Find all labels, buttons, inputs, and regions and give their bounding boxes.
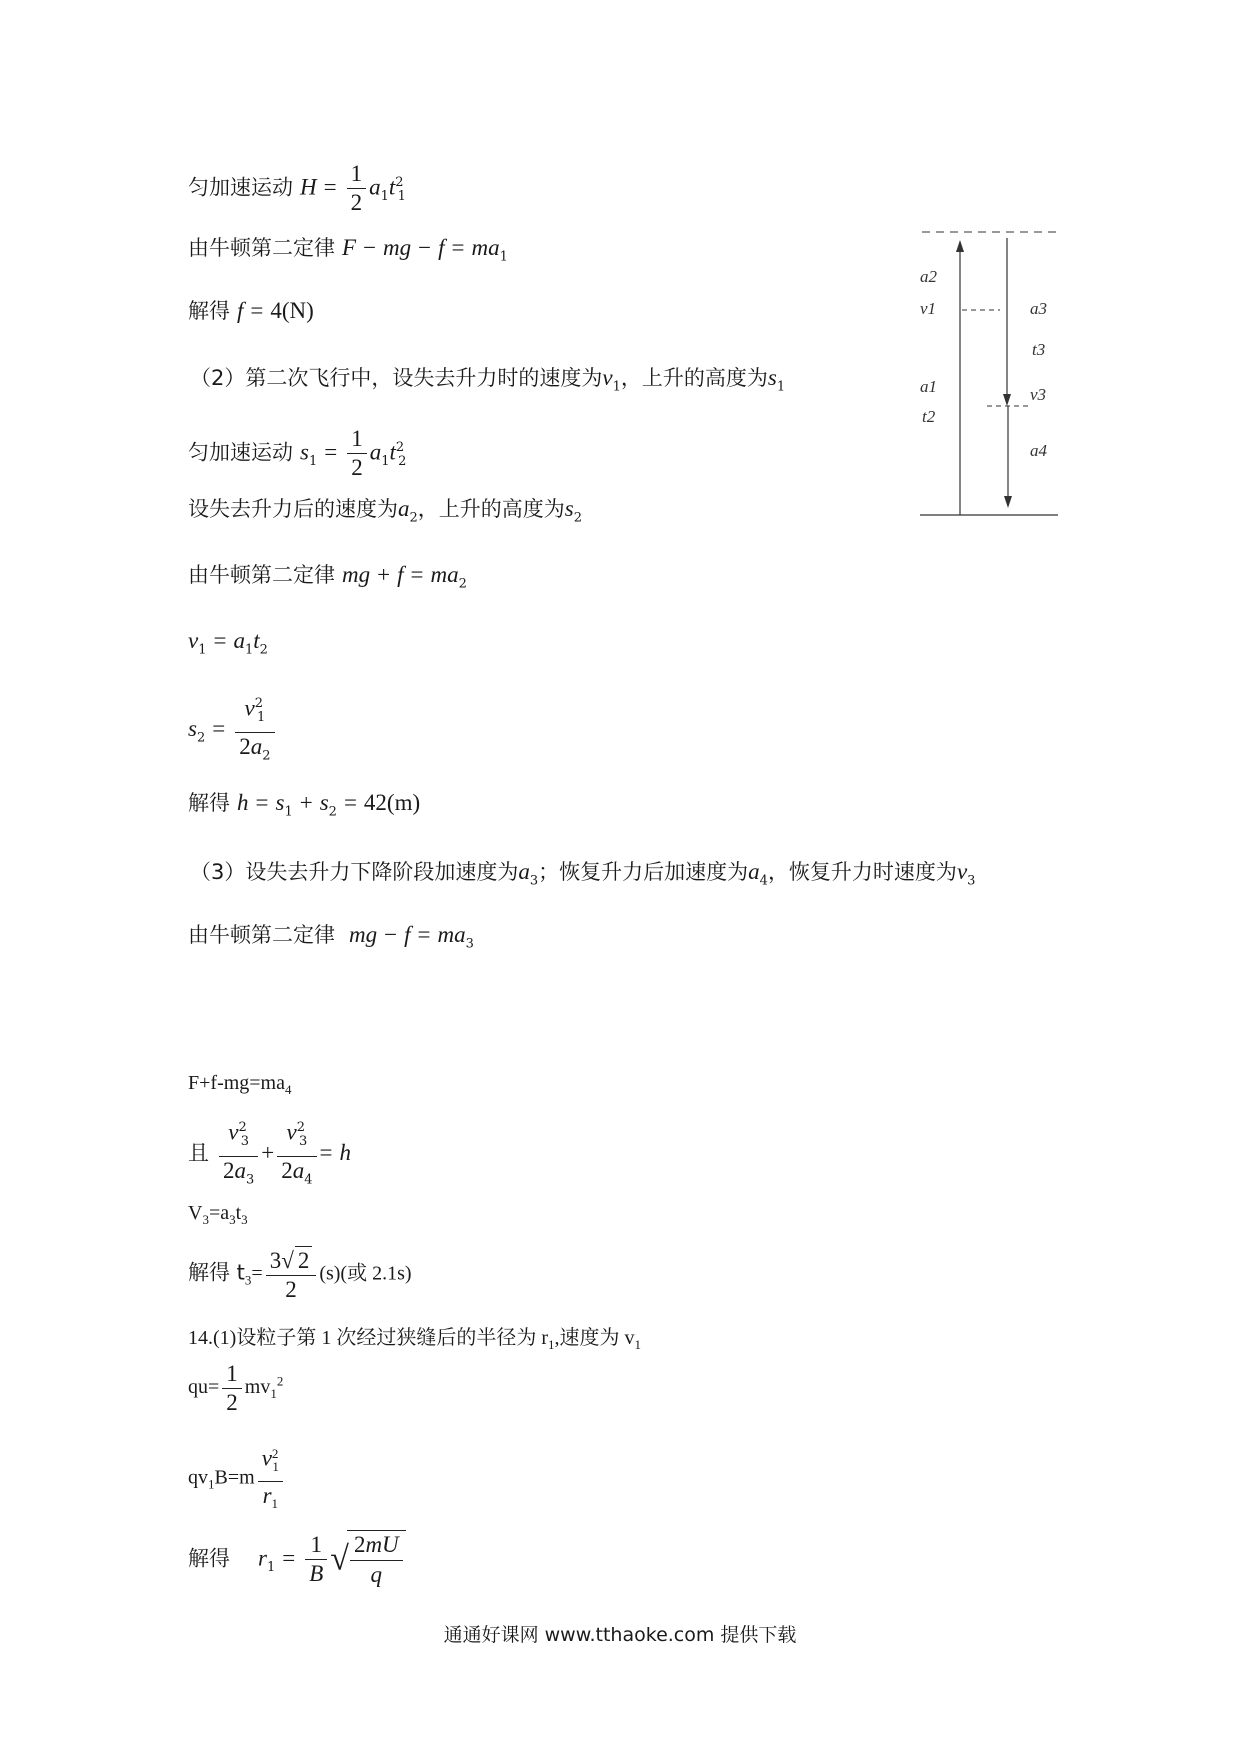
equation-line-1: 匀加速运动 H = $\frac{1}{2}$ $a_1t^2_1$ [188,161,406,215]
footer: 通通好课网 www.tthaoke.com 提供下载 [443,1624,797,1646]
h-result: 42(m) [363,790,421,815]
equation-line-18: qu= $\frac{1}{2}$ $mv_1^2$ [188,1361,284,1415]
text-label: 由牛顿第二定律 [188,923,335,947]
text-label: 由牛顿第二定律 [188,236,335,260]
equation-line-8: $v_1 = a_1t_2$ [188,628,268,658]
text: （2）第二次飞行中，设失去升力时的速度为 [190,366,603,390]
text-label: 解得 [188,1546,230,1571]
equation-line-9: $s_2$ = $\frac{v^2_1}{2a_2}$ [188,690,278,770]
equation-line-3: 解得 f = 4(N) [188,298,314,323]
f-result: 4(N) [270,298,314,323]
text: （3）设失去升力下降阶段加速度为 [190,860,519,884]
equation-line-10: 解得 $h = s_1 + s_2 = 42(m)$ [188,790,421,820]
equation-line-20: 解得 $r_1$ = $\frac{1}{B}$ √ $\frac{2mU}{q}$ [188,1530,409,1589]
text: ；恢复升力后加速度为 [538,860,749,884]
diagram-label: v3 [1030,385,1047,404]
text-label: 解得 [188,299,230,323]
equation-line-7: 由牛顿第二定律 mg + $f = ma_2$ [188,562,467,592]
section-2-line-6: 设失去升力后的速度为$a_2$，上升的高度为$s_2$ [188,496,583,526]
text-label: 匀加速运动 [188,175,293,200]
equation-line-15: $V_3=a_3t_3$ [188,1202,248,1227]
text: ，恢复升力时速度为 [767,860,957,884]
text: ,速度为 v [554,1327,635,1349]
equation-line-13: $F+f-mg=ma_4$ [188,1072,292,1097]
section-2-intro: （2）第二次飞行中，设失去升力时的速度为$v_1$，上升的高度为$s_1$ [190,365,786,395]
text: 设失去升力后的速度为 [188,497,398,521]
diagram-label: t3 [1032,340,1046,359]
diagram-label: a1 [920,377,937,396]
text-label: 由牛顿第二定律 [188,563,335,587]
equation-line-16: 解得 $t_3=$ $\frac{3√ 2}{2}$ (s)(或 2.1s) [188,1248,412,1302]
text-label: 解得 [188,791,230,815]
diagram-label: t2 [922,407,936,426]
text: ，上升的高度为 [417,497,565,521]
text: 14.(1)设粒子第 1 次经过狭缝后的半径为 r [188,1327,548,1349]
text-label: 解得 t [188,1260,245,1285]
diagram-label: a4 [1030,441,1047,460]
motion-diagram [900,220,1100,540]
problem-14-intro: 14.(1)设粒子第 1 次经过狭缝后的半径为 $r_1$,速度为 $v_1$ [188,1327,641,1352]
equation-line-2: 由牛顿第二定律 F − mg − $f = ma_1$ [188,235,508,265]
text: F+f-mg=ma [188,1072,285,1094]
section-3-intro: （3）设失去升力下降阶段加速度为$a_3$；恢复升力后加速度为$a_4$，恢复升力时速度为$v_3$ [190,859,976,889]
diagram-label: a3 [1030,299,1047,318]
equation-line-14: 且 $\frac{v^2_3}{2a_3}$ + $\frac{v^2_3}{2a_4}$ = h [188,1114,351,1194]
text-label: 且 [188,1141,209,1166]
equation-line-19: $qv_1B=m$ $\frac{v^2_1}{r_1}$ [188,1440,286,1518]
text: ，上升的高度为 [620,366,768,390]
text-label: 匀加速运动 [188,440,293,465]
diagram-label: v1 [920,299,937,318]
diagram-label: a2 [920,267,937,286]
equation-line-5: 匀加速运动 $s_1$ = $\frac{1}{2}$ $a_1t^2_2$ [188,426,407,480]
equation-line-12: 由牛顿第二定律 mg − $f = ma_3$ [188,922,474,952]
